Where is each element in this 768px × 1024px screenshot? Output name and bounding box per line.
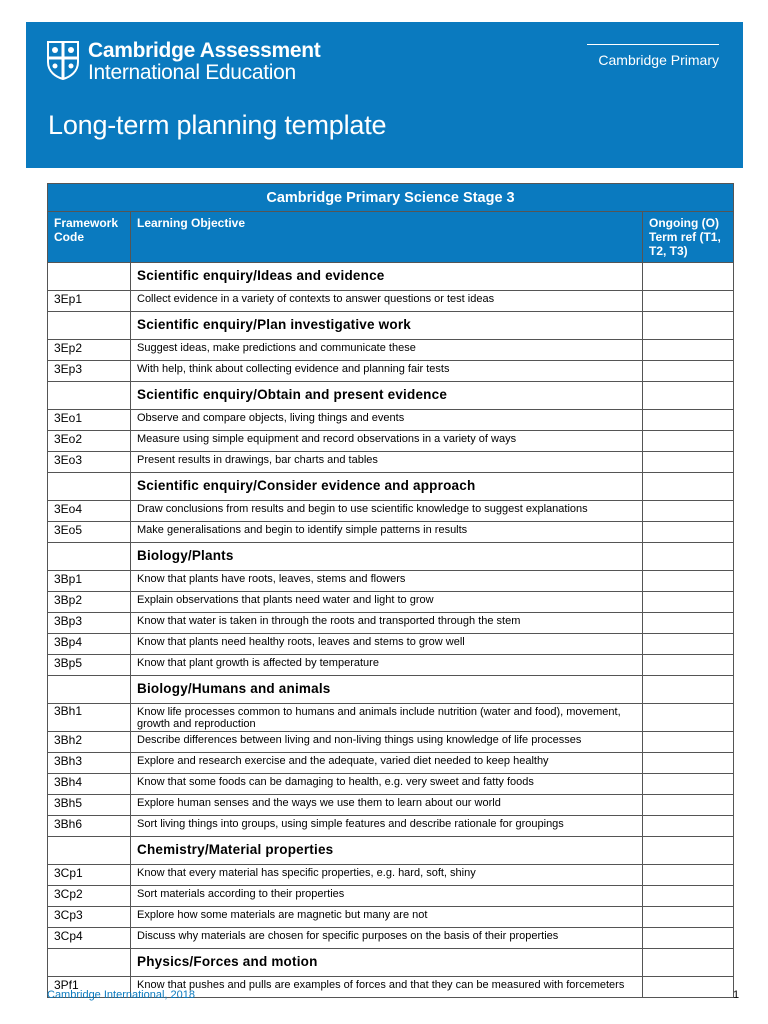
- table-row: [48, 634, 734, 655]
- term-cell[interactable]: [643, 732, 734, 753]
- learning-objective: With help, think about collecting evidence and planning fair tests: [131, 361, 643, 382]
- framework-code: 3Bp1: [48, 571, 131, 592]
- page-number: 1: [733, 989, 740, 1001]
- section-row: [48, 949, 734, 977]
- table-row: [48, 774, 734, 795]
- term-cell[interactable]: [643, 928, 734, 949]
- learning-objective: Know that water is taken in through the roots and transported through the stem: [131, 613, 643, 634]
- brand-logo: [46, 40, 320, 84]
- framework-code: 3Ep3: [48, 361, 131, 382]
- learning-objective: Explore how some materials are magnetic but many are not: [131, 907, 643, 928]
- table-row: [48, 655, 734, 676]
- learning-objective: Suggest ideas, make predictions and communicate these: [131, 340, 643, 361]
- section-code-cell: [48, 263, 131, 291]
- learning-objective: Explore and research exercise and the adequate, varied diet needed to keep healthy: [131, 753, 643, 774]
- term-cell[interactable]: [643, 613, 734, 634]
- learning-objective: Know that every material has specific properties, e.g. hard, soft, shiny: [131, 865, 643, 886]
- framework-code: 3Bh6: [48, 816, 131, 837]
- stage-title: Cambridge Primary Science Stage 3: [48, 184, 734, 212]
- term-cell[interactable]: [643, 704, 734, 732]
- framework-code: 3Bh4: [48, 774, 131, 795]
- table-row: [48, 732, 734, 753]
- brand-name: Cambridge Assessment: [88, 39, 321, 62]
- section-code-cell: [48, 543, 131, 571]
- table-row: [48, 291, 734, 312]
- table-row: [48, 340, 734, 361]
- learning-objective: Present results in drawings, bar charts and tables: [131, 452, 643, 473]
- term-cell[interactable]: [643, 473, 734, 501]
- term-cell[interactable]: [643, 571, 734, 592]
- term-cell[interactable]: [643, 291, 734, 312]
- table-row: [48, 431, 734, 452]
- term-cell[interactable]: [643, 382, 734, 410]
- brand-subname: International Education: [88, 61, 296, 84]
- term-cell[interactable]: [643, 949, 734, 977]
- section-code-cell: [48, 676, 131, 704]
- section-row: [48, 837, 734, 865]
- learning-objective: Observe and compare objects, living things and events: [131, 410, 643, 431]
- learning-objective: Know that some foods can be damaging to health, e.g. very sweet and fatty foods: [131, 774, 643, 795]
- table-row: [48, 907, 734, 928]
- section-title: Scientific enquiry/Obtain and present evidence: [131, 382, 643, 410]
- section-title: Scientific enquiry/Ideas and evidence: [131, 263, 643, 291]
- framework-code: 3Cp1: [48, 865, 131, 886]
- framework-code: 3Bp5: [48, 655, 131, 676]
- section-row: [48, 473, 734, 501]
- term-cell[interactable]: [643, 361, 734, 382]
- framework-code: 3Pf1: [48, 977, 131, 998]
- table-row: [48, 753, 734, 774]
- section-title: Biology/Humans and animals: [131, 676, 643, 704]
- term-cell[interactable]: [643, 774, 734, 795]
- page-title: Long-term planning template: [48, 110, 387, 140]
- framework-code: 3Bp2: [48, 592, 131, 613]
- table-row: [48, 361, 734, 382]
- table-row: [48, 592, 734, 613]
- framework-code: 3Bh2: [48, 732, 131, 753]
- framework-code: 3Eo2: [48, 431, 131, 452]
- table-row: [48, 928, 734, 949]
- column-header-term: Ongoing (O) Term ref (T1, T2, T3): [643, 212, 734, 263]
- section-row: [48, 676, 734, 704]
- learning-objective: Sort living things into groups, using simple features and describe rationale for groupings: [131, 816, 643, 837]
- table-row: [48, 501, 734, 522]
- framework-code: 3Eo3: [48, 452, 131, 473]
- learning-objective: Make generalisations and begin to identify simple patterns in results: [131, 522, 643, 543]
- term-cell[interactable]: [643, 837, 734, 865]
- term-cell[interactable]: [643, 676, 734, 704]
- section-title: Chemistry/Material properties: [131, 837, 643, 865]
- subbrand-label: Cambridge Primary: [587, 44, 719, 68]
- framework-code: 3Cp3: [48, 907, 131, 928]
- learning-objective: Collect evidence in a variety of contexts to answer questions or test ideas: [131, 291, 643, 312]
- learning-objective: Describe differences between living and non-living things using knowledge of life processes: [131, 732, 643, 753]
- section-title: Physics/Forces and motion: [131, 949, 643, 977]
- term-cell[interactable]: [643, 634, 734, 655]
- term-cell[interactable]: [643, 886, 734, 907]
- learning-objective: Sort materials according to their properties: [131, 886, 643, 907]
- framework-code: 3Cp4: [48, 928, 131, 949]
- table-row: [48, 452, 734, 473]
- term-cell[interactable]: [643, 452, 734, 473]
- section-title: Biology/Plants: [131, 543, 643, 571]
- framework-code: 3Ep1: [48, 291, 131, 312]
- section-code-cell: [48, 312, 131, 340]
- section-row: [48, 312, 734, 340]
- column-header-objective: Learning Objective: [131, 212, 643, 263]
- framework-code: 3Eo1: [48, 410, 131, 431]
- learning-objective: Know that pushes and pulls are examples of forces and that they can be measured with forcemeters: [131, 977, 643, 998]
- learning-objective: Measure using simple equipment and record observations in a variety of ways: [131, 431, 643, 452]
- section-title: Scientific enquiry/Consider evidence and approach: [131, 473, 643, 501]
- learning-objective: Know that plants have roots, leaves, stems and flowers: [131, 571, 643, 592]
- framework-code: 3Bh3: [48, 753, 131, 774]
- planning-table: [47, 183, 734, 998]
- table-row: [48, 704, 734, 732]
- table-body: [48, 263, 734, 998]
- table-row: [48, 613, 734, 634]
- term-cell[interactable]: [643, 501, 734, 522]
- term-cell[interactable]: [643, 263, 734, 291]
- table-row: [48, 410, 734, 431]
- term-cell[interactable]: [643, 543, 734, 571]
- term-cell[interactable]: [643, 655, 734, 676]
- learning-objective: Draw conclusions from results and begin to use scientific knowledge to suggest explanations: [131, 501, 643, 522]
- term-cell[interactable]: [643, 865, 734, 886]
- term-cell[interactable]: [643, 907, 734, 928]
- section-title: Scientific enquiry/Plan investigative work: [131, 312, 643, 340]
- term-cell[interactable]: [643, 795, 734, 816]
- table-row: [48, 571, 734, 592]
- header-banner: [26, 22, 743, 168]
- table-row: [48, 865, 734, 886]
- section-code-cell: [48, 949, 131, 977]
- learning-objective: Know that plant growth is affected by temperature: [131, 655, 643, 676]
- framework-code: 3Cp2: [48, 886, 131, 907]
- learning-objective: Know life processes common to humans and animals include nutrition (water and food), movement, growth and reproduction: [131, 704, 643, 732]
- term-cell[interactable]: [643, 431, 734, 452]
- section-row: [48, 382, 734, 410]
- term-cell[interactable]: [643, 592, 734, 613]
- term-cell[interactable]: [643, 753, 734, 774]
- learning-objective: Know that plants need healthy roots, leaves and stems to grow well: [131, 634, 643, 655]
- term-cell[interactable]: [643, 410, 734, 431]
- table-row: [48, 886, 734, 907]
- section-row: [48, 543, 734, 571]
- crest-icon: [46, 40, 80, 80]
- learning-objective: Explore human senses and the ways we use them to learn about our world: [131, 795, 643, 816]
- term-cell[interactable]: [643, 312, 734, 340]
- section-code-cell: [48, 473, 131, 501]
- term-cell[interactable]: [643, 977, 734, 998]
- term-cell[interactable]: [643, 340, 734, 361]
- learning-objective: Discuss why materials are chosen for specific purposes on the basis of their properties: [131, 928, 643, 949]
- section-code-cell: [48, 382, 131, 410]
- framework-code: 3Eo4: [48, 501, 131, 522]
- column-header-code: Framework Code: [48, 212, 131, 263]
- learning-objective: Explain observations that plants need water and light to grow: [131, 592, 643, 613]
- footer-copyright: Cambridge International, 2018: [47, 989, 195, 1001]
- framework-code: 3Ep2: [48, 340, 131, 361]
- framework-code: 3Bh1: [48, 704, 131, 732]
- framework-code: 3Eo5: [48, 522, 131, 543]
- section-code-cell: [48, 837, 131, 865]
- term-cell[interactable]: [643, 816, 734, 837]
- table-row: [48, 522, 734, 543]
- table-row: [48, 816, 734, 837]
- table-row: [48, 795, 734, 816]
- section-row: [48, 263, 734, 291]
- framework-code: 3Bh5: [48, 795, 131, 816]
- framework-code: 3Bp3: [48, 613, 131, 634]
- framework-code: 3Bp4: [48, 634, 131, 655]
- term-cell[interactable]: [643, 522, 734, 543]
